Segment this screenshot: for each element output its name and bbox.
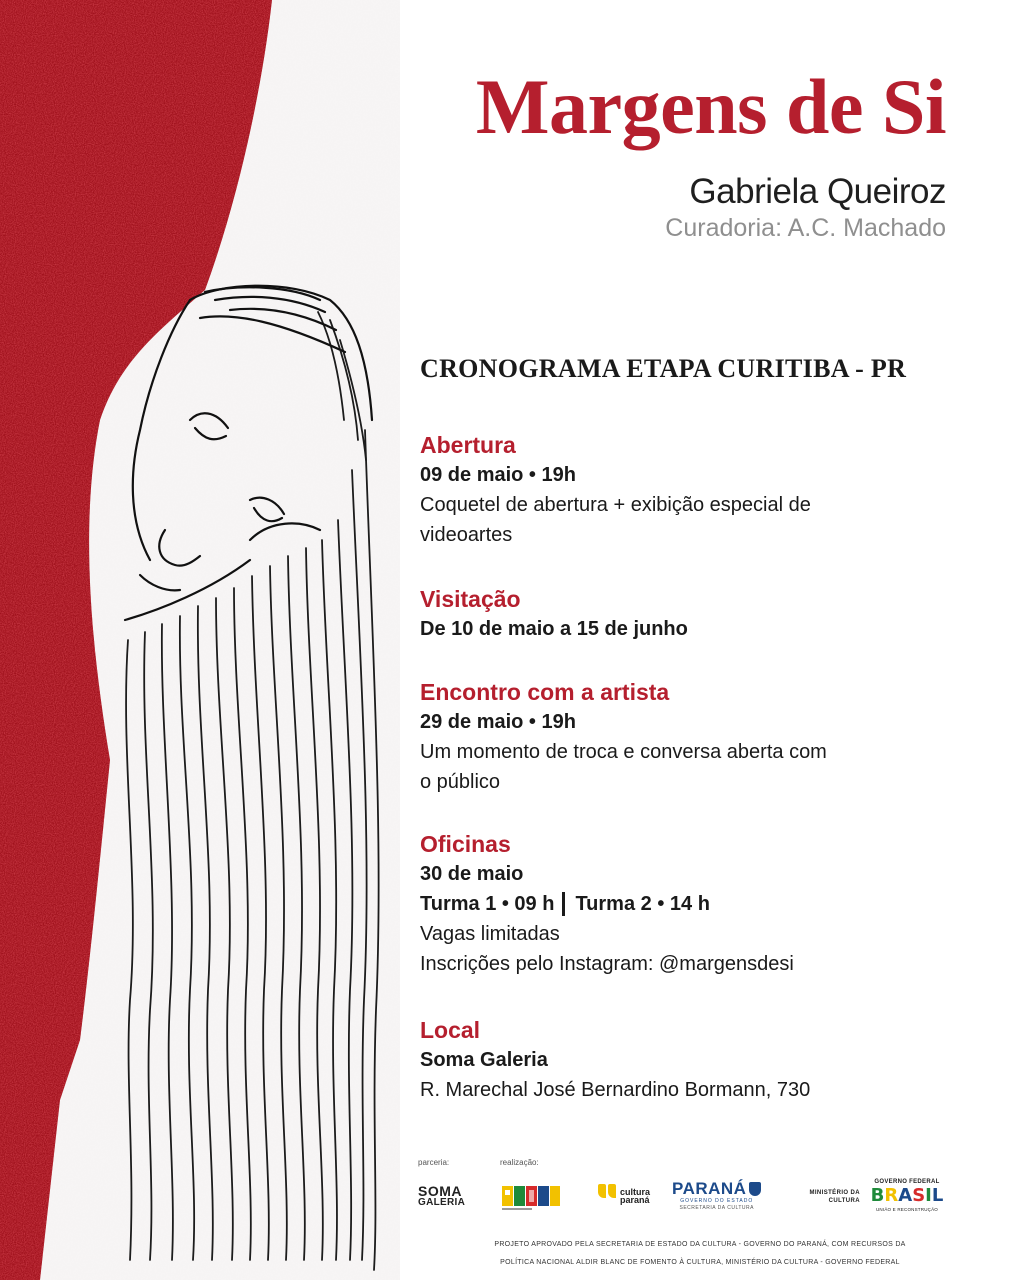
- visitacao-date: De 10 de maio a 15 de junho: [420, 618, 688, 640]
- cultura-mark-icon: [598, 1184, 618, 1204]
- oficinas-inscricoes: Inscrições pelo Instagram: @margensdesi: [420, 953, 794, 975]
- exhibition-title: Margens de Si: [475, 63, 946, 150]
- section-abertura: [420, 430, 900, 550]
- parana-line2: GOVERNO DO ESTADO: [680, 1198, 754, 1204]
- turma-2: Turma 2 • 14 h: [575, 893, 710, 915]
- realizacao-label: realização:: [500, 1158, 539, 1167]
- soma-logo-line2: GALERIA: [418, 1197, 466, 1208]
- local-address: R. Marechal José Bernardino Bormann, 730: [420, 1079, 811, 1101]
- parana-line3: SECRETARIA DA CULTURA: [679, 1205, 754, 1211]
- disclaimer-line1: PROJETO APROVADO PELA SECRETARIA DE ESTADO DA CULTURA - GOVERNO DO PARANÁ, COM RECURSOS DA: [494, 1241, 906, 1248]
- cultura-line2: paraná: [620, 1195, 650, 1205]
- brasil-letter: A: [898, 1185, 913, 1206]
- governo-federal-label: GOVERNO FEDERAL: [874, 1179, 940, 1185]
- encontro-description-line1: Um momento de troca e conversa aberta com: [420, 741, 827, 763]
- abertura-description-line2: videoartes: [420, 524, 513, 546]
- parana-line1: PARANÁ: [672, 1179, 747, 1198]
- oficinas-date: 30 de maio: [420, 863, 524, 885]
- turma-separator: [562, 892, 565, 916]
- encontro-label: Encontro com a artista: [420, 679, 670, 705]
- artwork-illustration: [0, 0, 400, 1280]
- oficinas-label: Oficinas: [420, 831, 511, 857]
- soma-galeria-logo: [418, 1183, 466, 1208]
- encontro-description-line2: o público: [420, 771, 501, 793]
- brasil-wordmark: [868, 1186, 946, 1206]
- brasil-letter: I: [925, 1185, 932, 1206]
- brasil-letter: S: [912, 1185, 926, 1206]
- governo-federal-logo: [868, 1178, 946, 1213]
- artist-name: Gabriela Queiroz: [689, 172, 946, 211]
- oficinas-turmas: [420, 889, 900, 919]
- encontro-date: 29 de maio • 19h: [420, 711, 576, 733]
- funding-disclaimer: [420, 1236, 980, 1272]
- section-oficinas: [420, 829, 900, 979]
- section-local: [420, 1015, 900, 1105]
- parceria-label: parceria:: [418, 1158, 450, 1167]
- curator-credit: Curadoria: A.C. Machado: [665, 214, 946, 242]
- cultura-line1: cultura: [620, 1187, 651, 1197]
- uniao-reconstrucao-label: UNIÃO E RECONSTRUÇÃO: [875, 1207, 938, 1212]
- section-encontro: [420, 677, 900, 797]
- visitacao-label: Visitação: [420, 586, 521, 612]
- parana-crest-icon: [749, 1182, 761, 1196]
- abertura-description-line1: Coquetel de abertura + exibição especial de: [420, 494, 811, 516]
- soma-logo-line1: SOMA: [418, 1183, 462, 1199]
- brasil-letter: L: [931, 1185, 944, 1206]
- pnab-logo: [500, 1180, 562, 1212]
- abertura-label: Abertura: [420, 432, 516, 458]
- section-visitacao: [420, 584, 900, 644]
- schedule-heading: CRONOGRAMA ETAPA CURITIBA - PR: [420, 354, 907, 383]
- local-label: Local: [420, 1017, 481, 1043]
- cultura-parana-logo: [598, 1184, 650, 1204]
- abertura-date: 09 de maio • 19h: [420, 464, 576, 486]
- brasil-letter: B: [870, 1185, 885, 1206]
- brasil-letter: R: [884, 1185, 899, 1206]
- ministerio-cultura-label: MINISTÉRIO DA CULTURA: [809, 1190, 860, 1204]
- oficinas-vagas: Vagas limitadas: [420, 923, 560, 945]
- disclaimer-line2: POLÍTICA NACIONAL ALDIR BLANC DE FOMENTO À CULTURA, MINISTÉRIO DA CULTURA - GOVERNO FEDERAL: [500, 1259, 900, 1266]
- local-venue: Soma Galeria: [420, 1049, 548, 1071]
- turma-1: Turma 1 • 09 h: [420, 893, 555, 915]
- parana-government-logo: [672, 1180, 761, 1211]
